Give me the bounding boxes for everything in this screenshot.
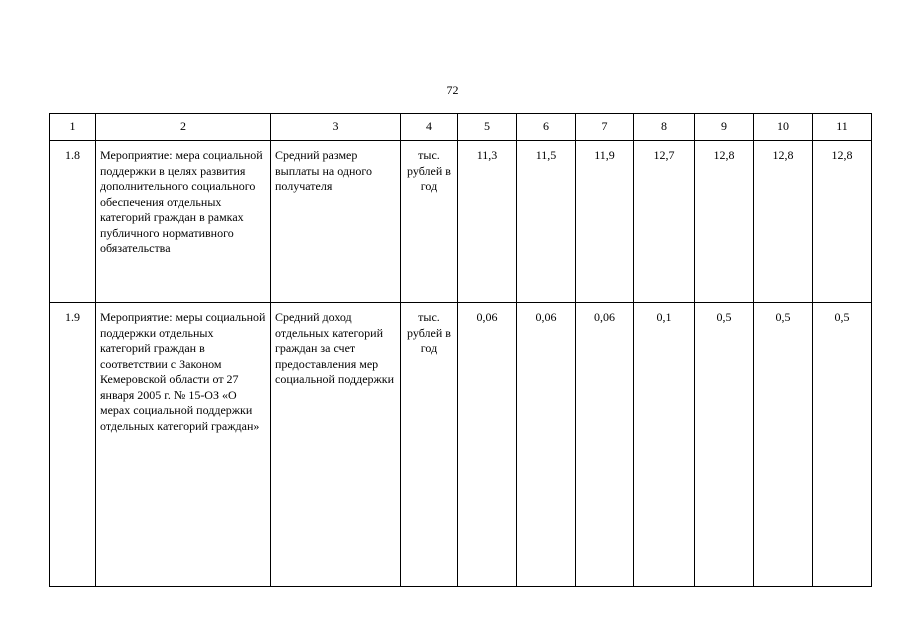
value-cell: 12,8 <box>695 141 754 303</box>
table-row <box>50 303 872 587</box>
value-cell: 11,9 <box>576 141 634 303</box>
indicators-table <box>49 113 872 587</box>
event-description: Мероприятие: меры социальной поддержки отдельных категорий граждан в соответствии с Законом Кемеровской области от 27 января 2005 г. № 15-ОЗ «О мерах социальной поддержки отдельных категорий граждан» <box>96 303 271 587</box>
value-cell: 0,5 <box>813 303 872 587</box>
page-number: 72 <box>446 83 459 97</box>
column-header: 1 <box>50 114 96 141</box>
value-cell: 11,5 <box>517 141 576 303</box>
header-row <box>50 114 872 141</box>
unit: тыс. рублей в год <box>401 141 458 303</box>
value-cell: 11,3 <box>458 141 517 303</box>
column-header: 9 <box>695 114 754 141</box>
column-header: 11 <box>813 114 872 141</box>
row-number: 1.8 <box>50 141 96 303</box>
column-header: 7 <box>576 114 634 141</box>
value-cell: 0,06 <box>576 303 634 587</box>
indicator-name: Средний доход отдельных категорий граждан за счет предоставления мер социальной поддержки <box>271 303 401 587</box>
column-header: 5 <box>458 114 517 141</box>
column-header: 2 <box>96 114 271 141</box>
value-cell: 12,8 <box>754 141 813 303</box>
value-cell: 0,5 <box>754 303 813 587</box>
column-header: 4 <box>401 114 458 141</box>
event-description: Мероприятие: мера социальной поддержки в целях развития дополнительного социального обеспечения отдельных категорий граждан в рамках публичного нормативного обязательства <box>96 141 271 303</box>
table-row <box>50 141 872 303</box>
column-header: 3 <box>271 114 401 141</box>
column-header: 10 <box>754 114 813 141</box>
value-cell: 0,06 <box>458 303 517 587</box>
column-header: 8 <box>634 114 695 141</box>
indicator-name: Средний размер выплаты на одного получателя <box>271 141 401 303</box>
column-header: 6 <box>517 114 576 141</box>
row-number: 1.9 <box>50 303 96 587</box>
value-cell: 0,1 <box>634 303 695 587</box>
value-cell: 12,7 <box>634 141 695 303</box>
unit: тыс. рублей в год <box>401 303 458 587</box>
value-cell: 12,8 <box>813 141 872 303</box>
value-cell: 0,06 <box>517 303 576 587</box>
value-cell: 0,5 <box>695 303 754 587</box>
